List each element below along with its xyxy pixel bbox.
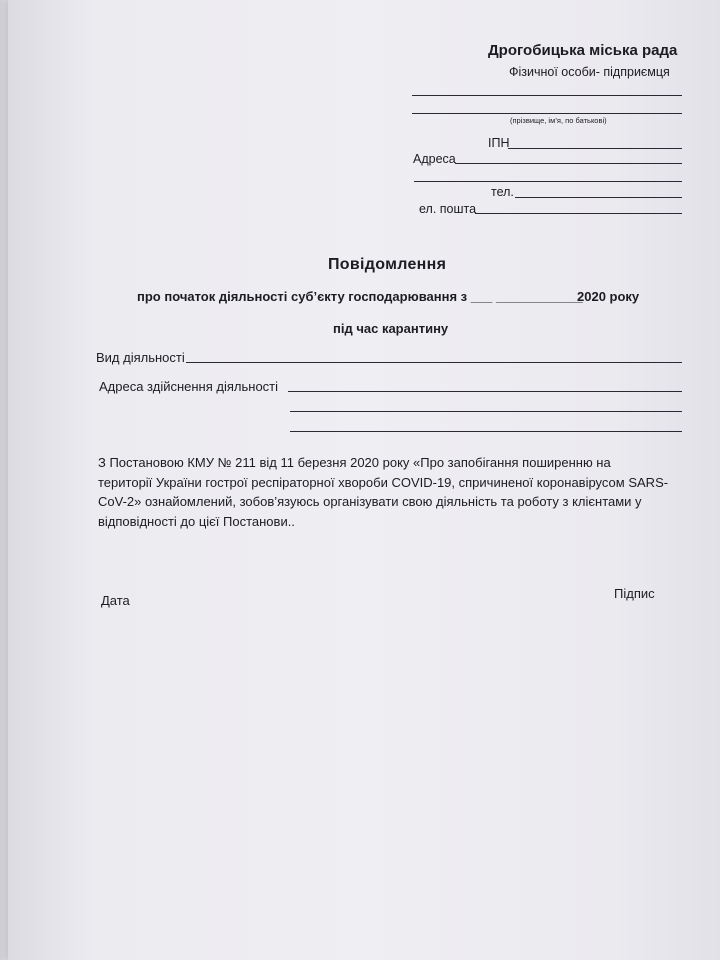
ipn-label: ІПН xyxy=(488,136,510,150)
activity-address-line-2 xyxy=(290,411,682,412)
activity-address-line-1 xyxy=(288,391,682,392)
paragraph-line: З Постановою КМУ № 211 від 11 березня 2020 року «Про запобігання поширенню на xyxy=(98,455,611,470)
name-line-2 xyxy=(412,113,682,114)
notice-quarantine: під час карантину xyxy=(333,321,449,336)
council-name: Дрогобицька міська рада xyxy=(488,42,678,59)
activity-label: Вид діяльності xyxy=(96,350,185,365)
ipn-line xyxy=(508,148,682,149)
paper-edge xyxy=(0,0,8,960)
name-hint: (прізвище, ім’я, по батькові) xyxy=(510,116,607,125)
acknowledgement-paragraph xyxy=(98,453,688,531)
address-line-2 xyxy=(414,181,682,182)
notice-subtitle-start: про початок діяльності суб’єкту господарювання з ___ ____________ xyxy=(137,289,583,304)
recipient-label: Фізичної особи- підприємця xyxy=(509,65,670,79)
date-label: Дата xyxy=(101,593,130,608)
paragraph-line: території України гострої респіраторної хвороби COVID-19, спричиненої коронавірусом SARS- xyxy=(98,474,669,490)
activity-line xyxy=(186,362,682,363)
phone-label: тел. xyxy=(491,185,514,199)
signature-label: Підпис xyxy=(614,586,655,601)
address-label: Адреса xyxy=(413,152,456,166)
phone-line xyxy=(515,197,682,198)
activity-address-line-3 xyxy=(290,431,682,432)
email-line xyxy=(475,213,682,214)
notice-title: Повідомлення xyxy=(328,256,447,273)
email-label: ел. пошта xyxy=(419,202,477,216)
paragraph-line: CoV-2» ознайомлений, зобов’язуюсь організувати свою діяльність та роботу з клієнтами у xyxy=(98,494,642,509)
address-line-1 xyxy=(455,163,682,164)
activity-address-label: Адреса здійснення діяльності xyxy=(99,379,279,394)
notice-subtitle-year: 2020 року xyxy=(577,289,640,304)
name-line-1 xyxy=(412,95,682,96)
paragraph-line: відповідності до цієї Постанови.. xyxy=(98,513,295,529)
